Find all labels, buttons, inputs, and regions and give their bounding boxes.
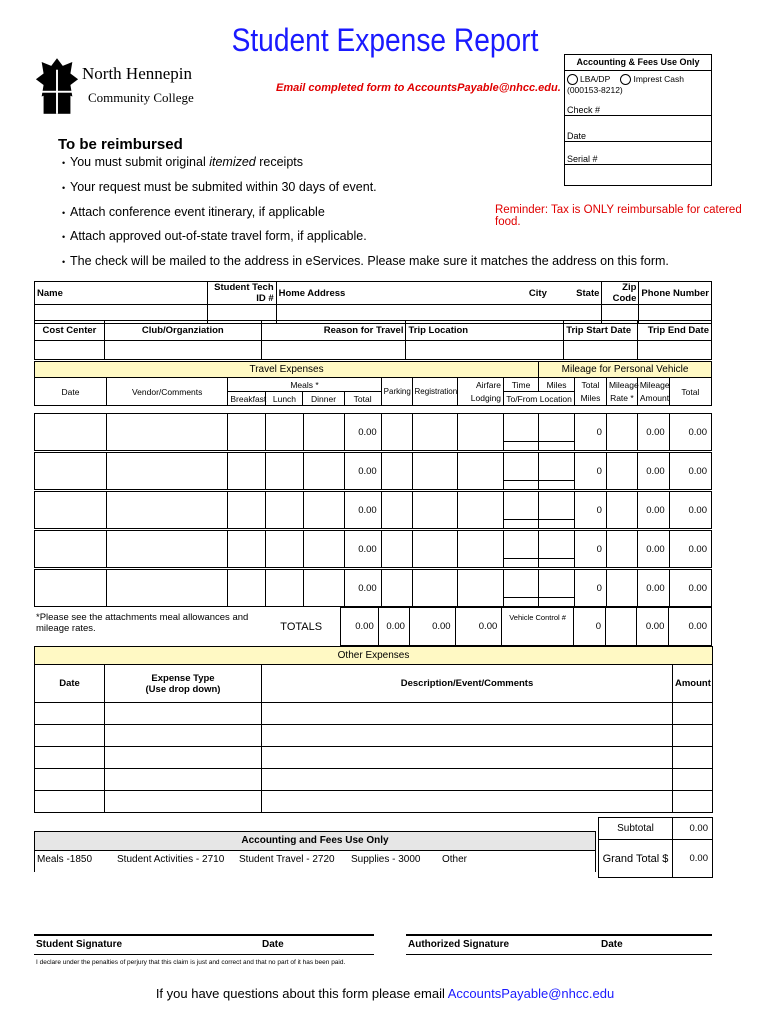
lunch-input[interactable] [266,531,303,568]
mileage-rate-input[interactable] [606,414,637,451]
amount-input[interactable] [673,791,713,813]
totals-box [598,817,713,878]
lbadp-label: LBA/DP [580,74,611,84]
date-input[interactable] [35,414,107,451]
amount-input[interactable] [673,725,713,747]
total-miles-value: 0 [575,492,607,529]
travel-row [34,569,712,607]
row-total-value: 0.00 [669,531,711,568]
dinner-input[interactable] [303,531,344,568]
footer-email-link[interactable]: AccountsPayable@nhcc.edu [447,986,615,1001]
grand-total-value: 0.00 [673,840,713,878]
miles-input[interactable] [539,453,575,490]
subtotal-label: Subtotal [599,818,673,840]
other-date-input[interactable] [35,747,105,769]
travel-section-heading: Travel Expenses [35,362,539,378]
dinner-header: Dinner [303,392,344,406]
mileage-amount-value: 0.00 [637,531,669,568]
amount-input[interactable] [673,703,713,725]
vendor-input[interactable] [107,531,228,568]
other-date-input[interactable] [35,769,105,791]
other-date-input[interactable] [35,703,105,725]
authorized-signature-line[interactable] [406,934,712,936]
grand-travel-total: 0.00 [669,608,712,646]
club-input[interactable] [104,341,261,360]
meal-total-value: 0.00 [344,492,381,529]
lunch-input[interactable] [266,570,303,607]
description-input[interactable] [262,769,673,791]
date-input[interactable] [35,492,107,529]
accounting-box [564,54,712,186]
registration-input[interactable] [412,492,457,529]
instruction-item: • You must submit original itemized receipts [62,155,303,169]
total-miles-sum: 0 [573,608,605,646]
serial-field[interactable]: Serial # [565,154,711,165]
cost-center-input[interactable] [35,341,105,360]
airfare-input[interactable] [457,453,503,490]
breakfast-input[interactable] [228,570,266,607]
miles-input[interactable] [539,414,575,451]
accounting-codes-box [34,831,596,872]
other-date-input[interactable] [35,725,105,747]
imprest-label: Imprest Cash (000153-8212) [567,74,685,96]
amount-input[interactable] [673,747,713,769]
registration-input[interactable] [412,453,457,490]
dinner-input[interactable] [303,453,344,490]
travel-row [34,452,712,490]
registration-input[interactable] [412,531,457,568]
grand-total-label: Grand Total $ [599,840,673,878]
lodging-header: Lodging [457,392,503,406]
date-col-header: Date [35,378,107,406]
trip-info-table [34,320,712,360]
airfare-input[interactable] [457,531,503,568]
mileage-amount-header1: Mileage [637,378,669,392]
logo-subname: Community College [88,90,194,105]
description-input[interactable] [262,747,673,769]
vendor-col-header: Vendor/Comments [107,378,228,406]
travel-row [34,491,712,529]
student-signature-line[interactable] [34,934,374,936]
vendor-input[interactable] [107,492,228,529]
vendor-input[interactable] [107,570,228,607]
meal-total-value: 0.00 [344,453,381,490]
phone-label: Phone Number [639,282,712,305]
total-miles-value: 0 [575,414,607,451]
cost-center-label: Cost Center [35,321,105,341]
mileage-section-heading: Mileage for Personal Vehicle [539,362,712,378]
lbadp-radio[interactable] [567,74,578,85]
total-registration-value: 0.00 [409,608,455,646]
time-input[interactable] [504,531,539,568]
amount-header: Amount [673,665,713,703]
allowance-footnote: *Please see the attachments meal allowances and mileage rates. [36,612,249,634]
other-date-input[interactable] [35,791,105,813]
row-total-value: 0.00 [669,414,711,451]
total-col-header: Total [669,378,711,406]
description-header: Description/Event/Comments [262,665,673,703]
airfare-input[interactable] [457,492,503,529]
reason-input[interactable] [261,341,406,360]
row-total-value: 0.00 [669,570,711,607]
mileage-rate-input[interactable] [606,492,637,529]
student-date-label: Date [262,939,284,950]
email-note: Email completed form to AccountsPayable@nhcc.edu. [276,82,561,94]
total-mileage-amount: 0.00 [637,608,669,646]
total-miles-header2: Miles [575,392,607,406]
travel-expenses-table [34,361,712,406]
instruction-item: • Your request must be submited within 30 days of event. [62,180,377,194]
parking-input[interactable] [381,453,412,490]
instruction-item: • Attach conference event itinerary, if applicable [62,205,325,219]
expense-type-select[interactable] [105,747,262,769]
rate-blank [606,608,637,646]
row-total-value: 0.00 [669,453,711,490]
tofrom-header: To/From Location [504,392,575,406]
lunch-header: Lunch [266,392,303,406]
tech-id-label: Student Tech ID # [208,282,277,305]
tax-reminder: Reminder: Tax is ONLY reimbursable for catered food. [495,204,742,228]
date-input[interactable] [35,453,107,490]
lunch-input[interactable] [266,492,303,529]
other-section-heading: Other Expenses [35,647,713,665]
time-input[interactable] [504,453,539,490]
footer-note: If you have questions about this form please email AccountsPayable@nhcc.edu [155,986,615,1001]
breakfast-input[interactable] [228,492,266,529]
trip-start-input[interactable] [564,341,638,360]
mileage-rate-input[interactable] [606,453,637,490]
mileage-amount-value: 0.00 [637,570,669,607]
authorized-signature-label: Authorized Signature [408,939,510,950]
imprest-radio[interactable] [620,74,631,85]
city-label: City [379,282,567,305]
registration-header: Registration [412,378,457,406]
parking-input[interactable] [381,570,412,607]
trip-end-input[interactable] [638,341,712,360]
parking-header: Parking [381,378,412,406]
state-label: State [567,282,602,305]
breakfast-input[interactable] [228,414,266,451]
parking-input[interactable] [381,531,412,568]
breakfast-input[interactable] [228,531,266,568]
total-miles-value: 0 [575,453,607,490]
trip-location-label: Trip Location [406,321,564,341]
expense-type-select[interactable] [105,725,262,747]
divider [406,954,712,955]
meal-total-value: 0.00 [344,531,381,568]
parking-input[interactable] [381,414,412,451]
breakfast-input[interactable] [228,453,266,490]
accounting-codes-heading: Accounting and Fees Use Only [35,832,595,851]
personal-info-table [34,281,712,324]
total-miles-header1: Total [575,378,607,392]
time-input[interactable] [504,414,539,451]
logo-name: North Hennepin [82,64,193,83]
perjury-declaration: I declare under the penalties of perjury that this claim is just and correct and that no part of it has been paid. [36,959,346,966]
reimburse-heading: To be reimbursed [58,136,183,153]
mileage-rate-header1: Mileage [606,378,637,392]
travel-row [34,413,712,451]
date-input[interactable] [35,531,107,568]
other-expenses-table [34,646,713,813]
total-airfare-value: 0.00 [455,608,502,646]
registration-input[interactable] [412,414,457,451]
lunch-input[interactable] [266,453,303,490]
row-total-value: 0.00 [669,492,711,529]
time-header: Time [504,378,539,392]
miles-input[interactable] [539,492,575,529]
code-other: Other [442,854,468,865]
meal-total-value: 0.00 [344,414,381,451]
vehicle-control-field[interactable]: Vehicle Control # [502,608,574,646]
amount-input[interactable] [673,769,713,791]
mileage-amount-value: 0.00 [637,492,669,529]
vendor-input[interactable] [107,453,228,490]
total-miles-value: 0 [575,570,607,607]
accounting-heading: Accounting & Fees Use Only [565,55,711,71]
mileage-rate-input[interactable] [606,570,637,607]
totals-row [262,607,712,646]
student-signature-label: Student Signature [36,939,123,950]
description-input[interactable] [262,791,673,813]
expense-type-select[interactable] [105,703,262,725]
date-field[interactable]: Date [565,131,711,142]
travel-row [34,530,712,568]
miles-input[interactable] [539,531,575,568]
dinner-input[interactable] [303,414,344,451]
instruction-item: • Attach approved out-of-state travel form, if applicable. [62,229,367,243]
name-label: Name [35,282,208,305]
trip-location-input[interactable] [406,341,564,360]
zip-label: Zip Code [602,282,639,305]
other-date-header: Date [35,665,105,703]
page-title: Student Expense Report [231,22,539,58]
time-input[interactable] [504,570,539,607]
dinner-input[interactable] [303,492,344,529]
total-miles-value: 0 [575,531,607,568]
code-supplies: Supplies - 3000 [351,854,421,865]
miles-header: Miles [539,378,575,392]
total-meals-value: 0.00 [341,608,378,646]
club-label: Club/Organziation [104,321,261,341]
expense-type-select[interactable] [105,791,262,813]
code-meals: Meals -1850 [37,854,93,865]
trip-end-label: Trip End Date [638,321,712,341]
expense-type-header: Expense Type (Use drop down) [105,665,262,703]
miles-input[interactable] [539,570,575,607]
check-field[interactable]: Check # [565,105,711,116]
mileage-amount-value: 0.00 [637,453,669,490]
address-label: Home Address [276,282,379,305]
reason-label: Reason for Travel [261,321,406,341]
airfare-header: Airfare [457,378,503,392]
mileage-amount-header2: Amount [637,392,669,406]
subtotal-value: 0.00 [673,818,713,840]
instruction-item: • The check will be mailed to the address in eServices. Please make sure it matches the address on this form. [62,254,669,268]
college-logo-icon [34,55,80,117]
meals-header: Meals * [228,378,381,392]
parking-input[interactable] [381,492,412,529]
expense-type-select[interactable] [105,769,262,791]
lunch-input[interactable] [266,414,303,451]
authorized-date-label: Date [601,939,623,950]
breakfast-header: Breakfast [228,392,266,406]
airfare-input[interactable] [457,414,503,451]
divider [34,954,374,955]
time-input[interactable] [504,492,539,529]
code-travel: Student Travel - 2720 [239,854,335,865]
totals-label: TOTALS [262,608,341,646]
vendor-input[interactable] [107,414,228,451]
date-input[interactable] [35,570,107,607]
description-input[interactable] [262,703,673,725]
description-input[interactable] [262,725,673,747]
mileage-amount-value: 0.00 [637,414,669,451]
airfare-input[interactable] [457,570,503,607]
meal-total-header: Total [344,392,381,406]
mileage-rate-input[interactable] [606,531,637,568]
code-activities: Student Activities - 2710 [117,854,225,865]
registration-input[interactable] [412,570,457,607]
dinner-input[interactable] [303,570,344,607]
trip-start-label: Trip Start Date [564,321,638,341]
mileage-rate-header2: Rate * [606,392,637,406]
total-parking-value: 0.00 [378,608,409,646]
meal-total-value: 0.00 [344,570,381,607]
